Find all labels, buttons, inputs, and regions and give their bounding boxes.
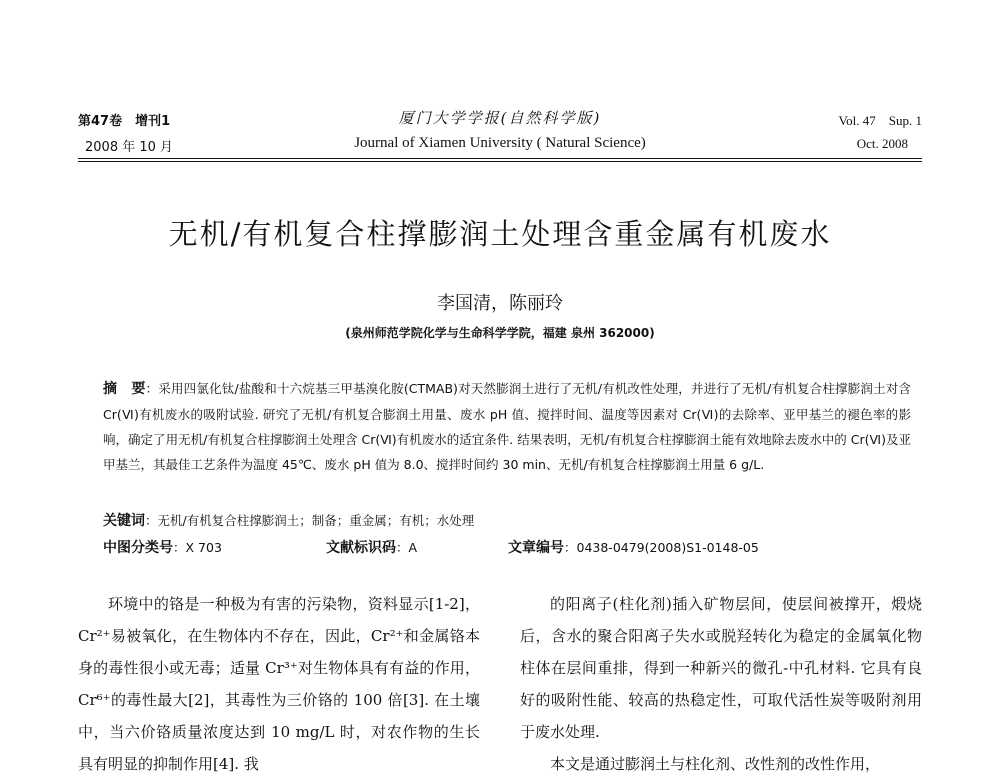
classification-row xyxy=(103,537,911,561)
header-rule-bottom xyxy=(78,161,922,162)
article-number-value: ：0438-0479(2008)S1-0148-05 xyxy=(564,540,759,555)
keywords-label: 关键词 xyxy=(103,513,145,529)
article-authors: 李国清，陈丽玲 xyxy=(437,293,563,314)
body-column-right xyxy=(520,588,922,780)
body-paragraph: 环境中的铬是一种极为有害的污染物，资料显示[1-2]，Cr²⁺易被氧化，在生物体内不存在，因此，Cr²⁺和金属铬本身的毒性很小或无毒；适量 Cr³⁺对生物体具有有益的作用，Cr⁶⁺的毒性最大[2]，其毒性为三价铬的 100 倍[3]. 在土壤中，当六价铬质量浓度达到 10 mg/L 时，对农作物的生长具有明显的抑制作用[4]. 我 xyxy=(78,595,480,773)
header-rule-top xyxy=(78,158,922,159)
volume-issue-cn: 第47卷 增刊1 xyxy=(78,114,171,129)
article-number xyxy=(508,537,759,557)
body-paragraph: 的阳离子(柱化剂)插入矿物层间，使层间被撑开，煅烧后，含水的聚合阳离子失水或脱羟转化为稳定的金属氧化物柱体在层间重排，得到一种新兴的微孔-中孔材料. 它具有良好的吸附性能、较高的热稳定性，可取代活性炭等吸附剂用于废水处理. xyxy=(520,595,922,741)
body-paragraph: 本文是通过膨润土与柱化剂、改性剂的改性作用， xyxy=(550,755,881,773)
article-number-label: 文章编号 xyxy=(508,540,564,556)
journal-name-en: Journal of Xiamen University ( Natural Science) xyxy=(354,135,646,151)
publication-date-en: Oct. 2008 xyxy=(856,136,908,151)
keywords xyxy=(103,508,911,534)
clc-number xyxy=(103,537,222,557)
abstract-label: 摘 要 xyxy=(103,381,146,397)
author-affiliation: (泉州师范学院化学与生命科学学院，福建 泉州 362000) xyxy=(345,326,655,340)
abstract-text: ：采用四氯化钛/盐酸和十六烷基三甲基溴化胺(CTMAB)对天然膨润土进行了无机/有机改性处理，并进行了无机/有机复合柱撑膨润土对含 Cr(Ⅵ)有机废水的吸附试验. 研究了无机/有机复合膨润土用量、废水 pH 值、搅拌时间、温度等因素对 Cr(Ⅵ)的去除率、亚甲基兰的褪色率的影响，确定了用无机/有机复合柱撑膨润土处理含 Cr(Ⅵ)有机废水的适宜条件. 结果表明，无机/有机复合柱撑膨润土能有效地除去废水中的 Cr(Ⅵ)及亚甲基兰，其最佳工艺条件为温度 45℃、废水 pH 值为 8.0、搅拌时间约 30 min、无机/有机复合柱撑膨润土用量 6 g/L. xyxy=(103,381,912,472)
publication-date-cn: 2008 年 10 月 xyxy=(85,140,174,155)
clc-label: 中图分类号 xyxy=(103,540,173,556)
abstract xyxy=(103,376,911,477)
document-code-value: ：A xyxy=(396,540,418,555)
keywords-text: ：无机/有机复合柱撑膨润土；制备；重金属；有机；水处理 xyxy=(145,513,475,528)
journal-name-cn: 厦门大学学报(自然科学版) xyxy=(398,109,602,127)
document-code-label: 文献标识码 xyxy=(326,540,396,556)
clc-value: ：X 703 xyxy=(173,540,222,555)
volume-issue-en: Vol. 47 Sup. 1 xyxy=(838,113,922,128)
body-column-left xyxy=(78,588,480,780)
document-code xyxy=(326,537,417,557)
article-title: 无机/有机复合柱撑膨润土处理含重金属有机废水 xyxy=(168,217,832,251)
